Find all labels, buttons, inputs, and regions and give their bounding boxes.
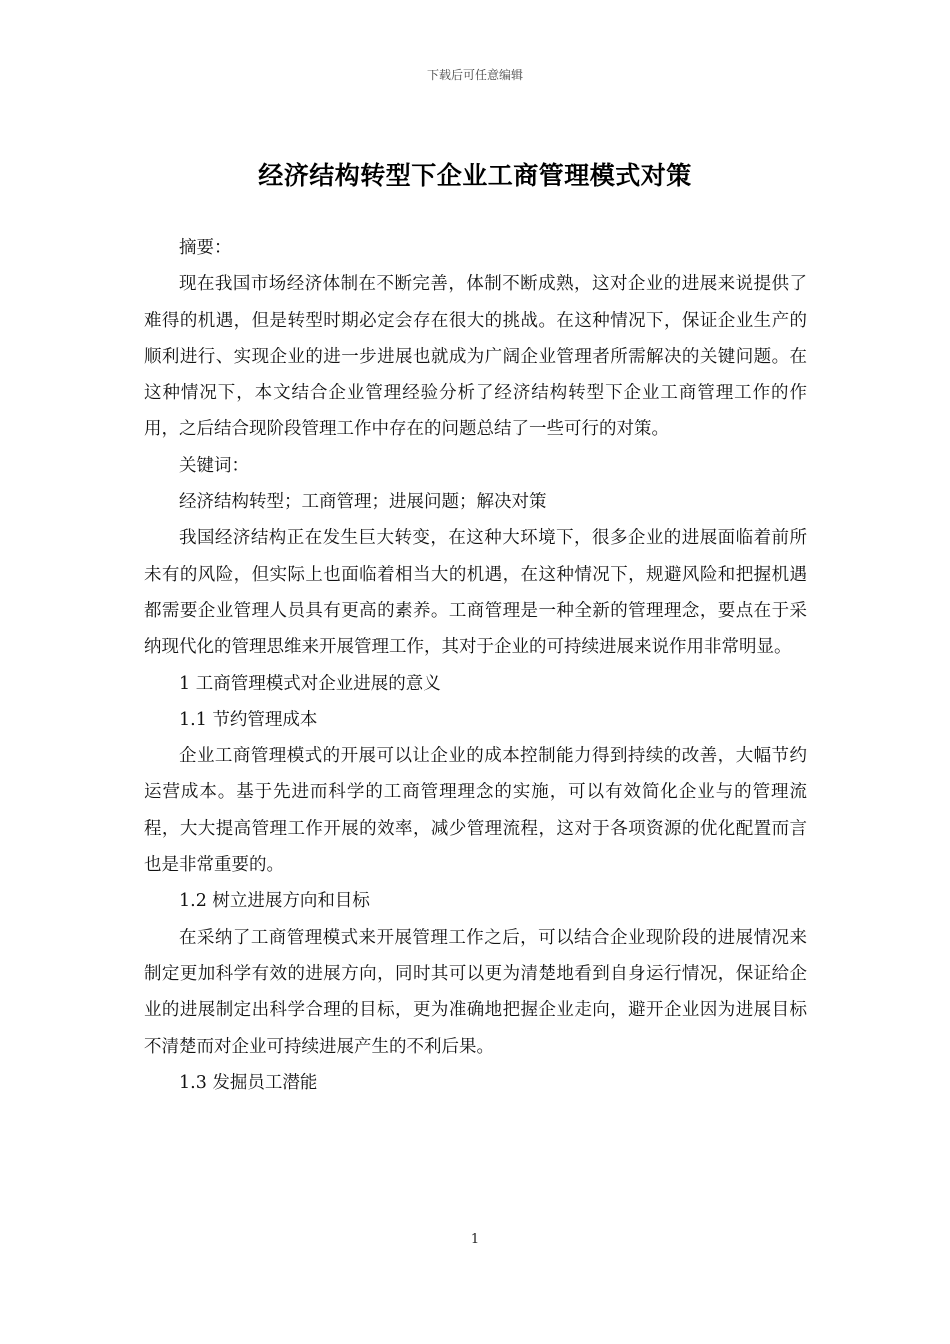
page-number: 1 — [470, 1232, 480, 1247]
subsection-heading-1-3: 1.3 发掘员工潜能 — [179, 1072, 318, 1093]
intro-paragraph: 我国经济结构正在发生巨大转变，在这种大环境下，很多企业的进展面临着前所未有的风险，但实际上也面临着相当大的机遇，在这种情况下，规避风险和把握机遇都需要企业管理人员具有更高的素养。工商管理是一种全新的管理理念，要点在于采纳现代化的管理思维来开展管理工作，其对于企业的可持续进展来说作用非常明显。 — [144, 528, 807, 658]
abstract-paragraph: 现在我国市场经济体制在不断完善，体制不断成熟，这对企业的进展来说提供了难得的机遇，但是转型时期必定会存在很大的挑战。在这种情况下，保证企业生产的顺利进行、实现企业的进一步进展也就成为广阔企业管理者所需解决的关键问题。在这种情况下，本文结合企业管理经验分析了经济结构转型下企业工商管理工作的作用，之后结合现阶段管理工作中存在的问题总结了一些可行的对策。 — [144, 274, 807, 440]
paragraph-1-2: 在采纳了工商管理模式来开展管理工作之后，可以结合企业现阶段的进展情况来制定更加科学有效的进展方向，同时其可以更为清楚地看到自身运行情况，保证给企业的进展制定出科学合理的目标，更为准确地把握企业走向，避开企业因为进展目标不清楚而对企业可持续进展产生的不利后果。 — [144, 927, 807, 1057]
document-body — [144, 230, 807, 1101]
header-note: 下载后可任意编辑 — [426, 68, 523, 82]
keywords-heading: 关键词： — [179, 455, 249, 476]
subsection-heading-1-1: 1.1 节约管理成本 — [179, 709, 318, 730]
paragraph-1-1: 企业工商管理模式的开展可以让企业的成本控制能力得到持续的改善，大幅节约运营成本。基于先进而科学的工商管理理念的实施，可以有效简化企业与的管理流程，大大提高管理工作开展的效率，减少管理流程，这对于各项资源的优化配置而言也是非常重要的。 — [144, 746, 807, 876]
keywords-list: 经济结构转型；工商管理；进展问题；解决对策 — [179, 492, 547, 513]
section-heading-1: 1 工商管理模式对企业进展的意义 — [179, 673, 441, 694]
abstract-heading: 摘要： — [179, 238, 232, 258]
document-title: 经济结构转型下企业工商管理模式对策 — [258, 161, 692, 190]
subsection-heading-1-2: 1.2 树立进展方向和目标 — [179, 891, 370, 912]
